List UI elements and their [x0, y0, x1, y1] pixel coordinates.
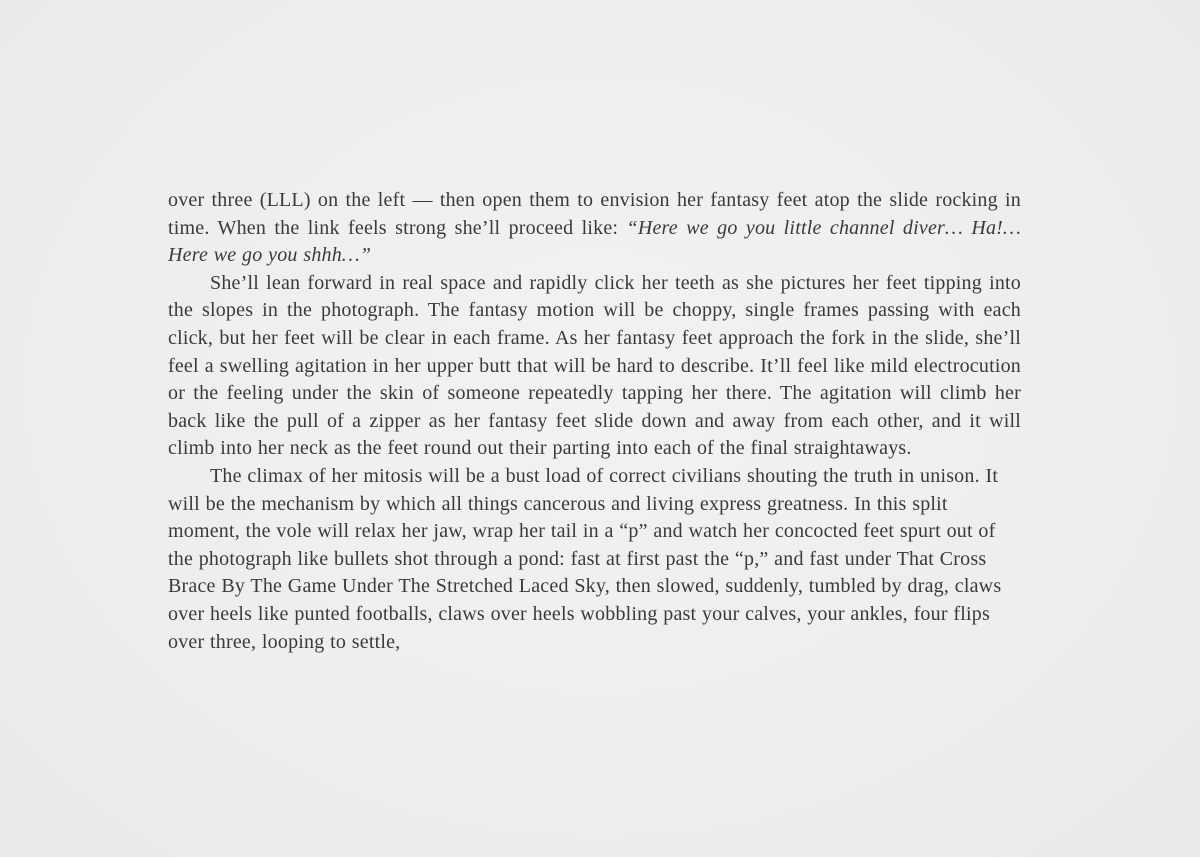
paragraph-2: She’ll lean forward in real space and rapidly click her teeth as she pictures her feet tipping into the slopes in the photograph. The fantasy motion will be choppy, single frames passing with each click, but her feet will be clear in each frame. As her fantasy feet approach the fork in the slide, she’ll feel a swelling agitation in her upper butt that will be hard to describe. It’ll feel like mild electrocution or the feeling under the skin of someone repeatedly tapping her there. The agitation will climb her back like the pull of a zipper as her fantasy feet slide down and away from each other, and it will climb into her neck as the feet round out their parting into each of the final straightaways.: [168, 271, 1021, 460]
text-block: [168, 187, 1021, 656]
paragraph-1-quote: “Here we go you little channel diver… Ha!… Here we go you shhh…”: [168, 216, 1022, 267]
paragraph-1-text: over three (LLL) on the left — then open them to envision her fantasy feet atop the slide rocking in time. When the link feels strong she’ll proceed like:: [168, 189, 1021, 239]
paragraph-3: The climax of her mitosis will be a bust load of correct civilians shouting the truth in unison. It will be the mechanism by which all things cancerous and living express greatness. In this split moment, the vole will relax her jaw, wrap her tail in a “p” and watch her concocted feet spurt out of the photograph like bullets shot through a pond: fast at first past the “p,” and fast under That Cross Brace By The Game Under The Stretched Laced Sky, then slowed, suddenly, tumbled by drag, claws over heels like punted footballs, claws over heels wobbling past your calves, your ankles, four flips over three, looping to settle,: [168, 464, 1002, 653]
paragraph-1: [168, 187, 1021, 270]
